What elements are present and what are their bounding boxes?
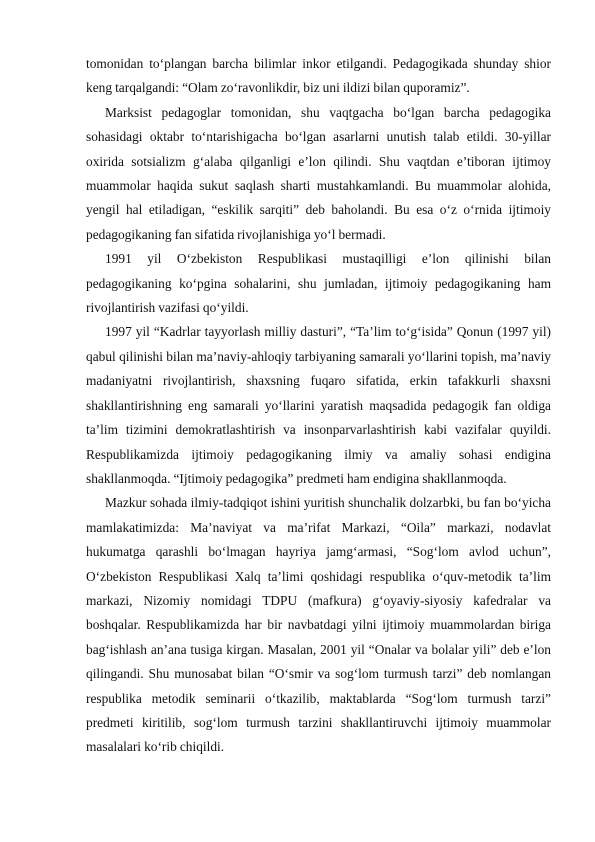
document-page — [86, 52, 551, 760]
paragraph-4: 1997 yil “Kadrlar tayyorlash milliy dasturi”, “Ta’lim to‘g‘isida” Qonun (1997 yil) qabul qilinishi bilan ma’naviy-ahloqiy tarbiyaning samarali yo‘llarini topish, ma’naviy madaniyatni rivojlantirish, shaxsning fuqaro sifatida, erkin tafakkurli shaxsni shakllantirishning eng samarali yo‘llarini yaratish maqsadida pedagogik fan oldiga ta’lim tizimini demokratlashtirish va insonparvarlashtirish kabi vazifalar quyildi. Respublikamizda ijtimoiy pedagogikaning ilmiy va amaliy sohasi endigina shakllanmoqda. “Ijtimoiy pedagogika” predmeti ham endigina shakllanmoqda. — [86, 324, 551, 486]
paragraph-1: tomonidan to‘plangan barcha bilimlar inkor etilgandi. Pedagogikada shunday shior keng tarqalgandi: “Olam zo‘ravonlikdir, biz uni ildizi bilan quporamiz”. — [86, 56, 551, 96]
paragraph-5: Mazkur sohada ilmiy-tadqiqot ishini yuritish shunchalik dolzarbki, bu fan bo‘yicha mamlakatimizda: Ma’naviyat va ma’rifat Markazi, “Oila” markazi, nodavlat hukumatga qarashli bo‘lmagan hayriya jamg‘armasi, “Sog‘lom avlod uchun”, O‘zbekiston Respublikasi Xalq ta’limi qoshidagi respublika o‘quv-metodik ta’lim markazi, Nizomiy nomidagi TDPU (mafkura) g‘oyaviy-siyosiy kafedralar va boshqalar. Respublikamizda har bir navbatdagi yilni ijtimoiy muammolardan biriga bag‘ishlash an’ana tusiga kirgan. Masalan, 2001 yil “Onalar va bolalar yili” deb e’lon qilingandi. Shu munosabat bilan “O‘smir va sog‘lom turmush tarzi” deb nomlangan respublika metodik seminarii o‘tkazilib, maktablarda “Sog‘lom turmush tarzi” predmeti kiritilib, sog‘lom turmush tarzini shakllantiruvchi ijtimoiy muammolar masalalari ko‘rib chiqildi. — [86, 495, 551, 755]
paragraph-3: 1991 yil O‘zbekiston Respublikasi mustaqilligi e’lon qilinishi bilan pedagogikaning ko‘pgina sohalarini, shu jumladan, ijtimoiy pedagogikaning ham rivojlantirish vazifasi qo‘yildi. — [86, 251, 551, 316]
paragraph-2: Marksist pedagoglar tomonidan, shu vaqtgacha bo‘lgan barcha pedagogika sohasidagi oktabr to‘ntarishigacha bo‘lgan asarlarni unutish talab etildi. 30-yillar oxirida sotsializm g‘alaba qilganligi e’lon qilindi. Shu vaqtdan e’tiboran ijtimoy muammolar haqida sukut saqlash sharti mustahkamlandi. Bu muammolar alohida, yengil hal etiladigan, “eskilik sarqiti” deb baholandi. Bu esa o‘z o‘rnida ijtimoiy pedagogikaning fan sifatida rivojlanishiga yo‘l bermadi. — [86, 104, 551, 242]
